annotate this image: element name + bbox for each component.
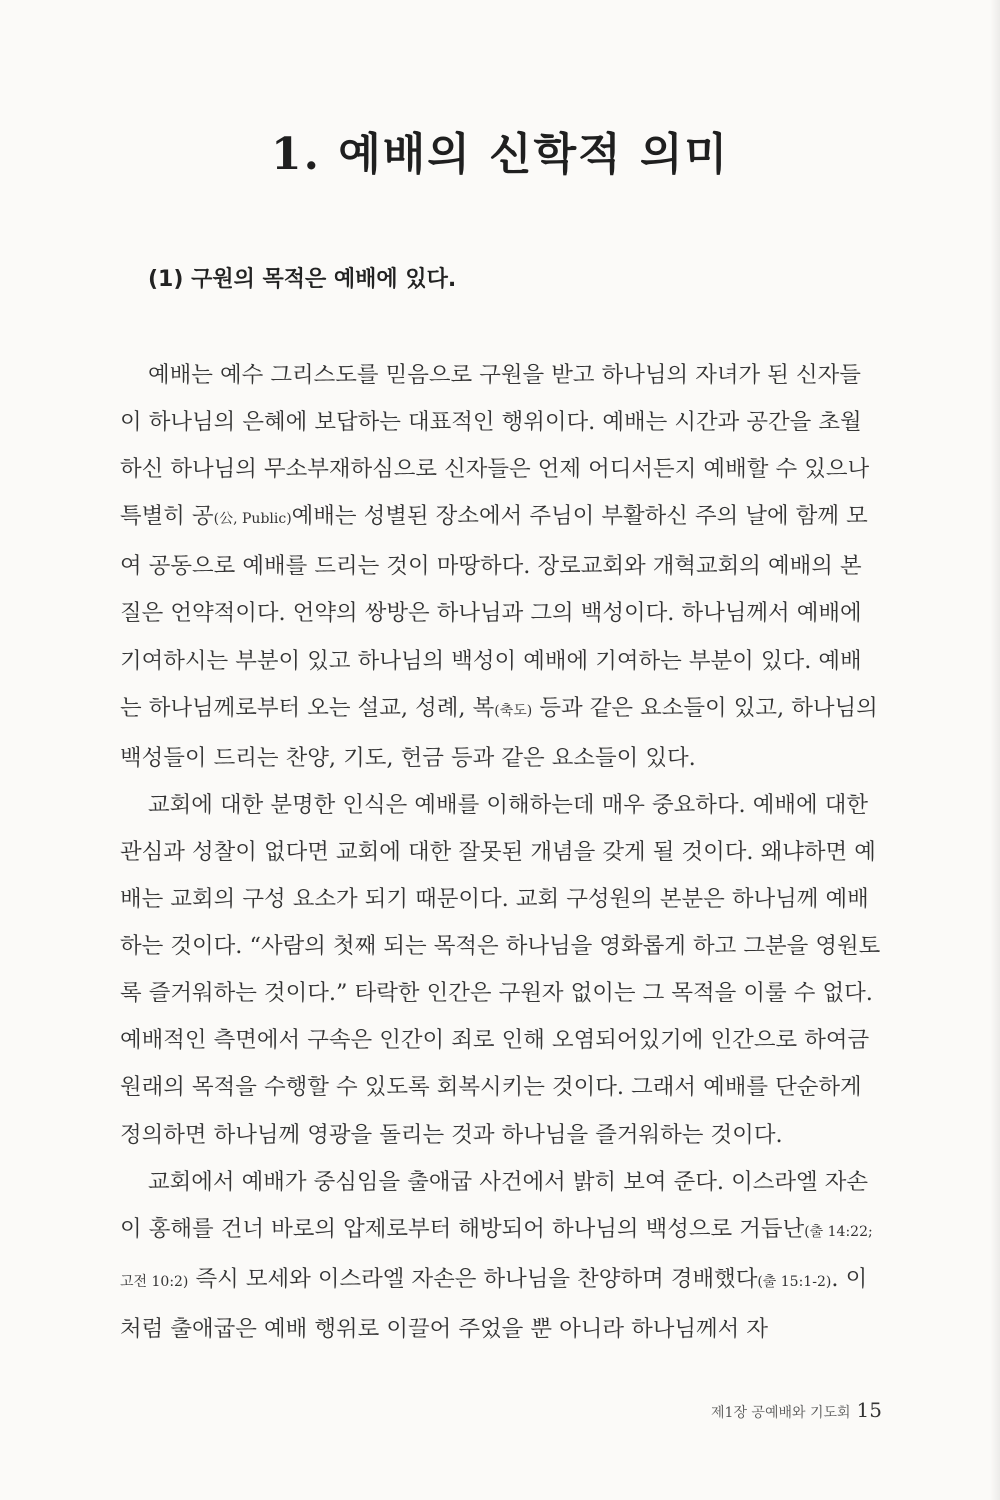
paragraph-3-part-a: 교회에서 예배가 중심임을 출애굽 사건에서 밝히 보여 준다. 이스라엘 자손이 홍해를 건너 바로의 압제로부터 해방되어 하나님의 백성으로 거듭난 xyxy=(120,1168,869,1242)
paragraph-1-note-public: (公, Public) xyxy=(213,511,292,528)
page-number: 15 xyxy=(856,1398,882,1422)
paragraph-1-part-a: 예배는 예수 그리스도를 믿음으로 구원을 받고 하나님의 자녀가 된 신자들이 하나님의 은혜에 보답하는 대표적인 행위이다. 예배는 시간과 공간을 초월하신 하나님의 무소부재하심으로 신자들은 언제 어디서든지 예배할 수 있으나 특별히 공 xyxy=(120,362,870,530)
body-text xyxy=(120,352,882,1353)
paragraph-3-part-c: . 이처럼 출애굽은 예배 행위로 이끌어 주었을 뿐 아니라 하나님께서 자 xyxy=(120,1265,868,1342)
chapter-title: 1. 예배의 신학적 의미 xyxy=(271,129,729,180)
section-heading: (1) 구원의 목적은 예배에 있다. xyxy=(148,267,457,292)
paragraph-3 xyxy=(120,1159,882,1353)
paragraph-3-reference-1: (출 14:22; 고전 10:2) xyxy=(120,1223,873,1290)
page-edge-shadow xyxy=(990,0,1000,1500)
page-footer xyxy=(711,1398,882,1422)
paragraph-1-part-c: 등과 같은 요소들이 있고, 하나님의 백성들이 드리는 찬양, 기도, 헌금 등과 같은 요소들이 있다. xyxy=(120,694,878,771)
paragraph-1 xyxy=(120,352,882,782)
paragraph-1-note-benediction: (축도) xyxy=(494,702,533,719)
paragraph-3-part-b: 즉시 모세와 이스라엘 자손은 하나님을 찬양하며 경배했다 xyxy=(188,1265,758,1292)
paragraph-2: 교회에 대한 분명한 인식은 예배를 이해하는데 매우 중요하다. 예배에 대한 관심과 성찰이 없다면 교회에 대한 잘못된 개념을 갖게 될 것이다. 왜냐하면 예배는 교회의 구성 요소가 되기 때문이다. 교회 구성원의 본분은 하나님께 예배하는 것이다. “사람의 첫째 되는 목적은 하나님을 영화롭게 하고 그분을 영원토록 즐거워하는 것이다.” 타락한 인간은 구원자 없이는 그 목적을 이룰 수 없다. 예배적인 측면에서 구속은 인간이 죄로 인해 오염되어있기에 인간으로 하여금 원래의 목적을 수행할 수 있도록 회복시키는 것이다. 그래서 예배를 단순하게 정의하면 하나님께 영광을 돌리는 것과 하나님을 즐거워하는 것이다. xyxy=(120,791,881,1148)
paragraph-1-part-b: 예배는 성별된 장소에서 주님이 부활하신 주의 날에 함께 모여 공동으로 예배를 드리는 것이 마땅하다. 장로교회와 개혁교회의 예배의 본질은 언약적이다. 언약의 쌍방은 하나님과 그의 백성이다. 하나님께서 예배에 기여하시는 부분이 있고 하나님의 백성이 예배에 기여하는 부분이 있다. 예배는 하나님께로부터 오는 설교, 성례, 복 xyxy=(120,503,868,721)
paragraph-3-reference-2: (출 15:1-2) xyxy=(757,1273,832,1290)
footer-chapter-label: 제1장 공예배와 기도회 xyxy=(711,1405,851,1421)
